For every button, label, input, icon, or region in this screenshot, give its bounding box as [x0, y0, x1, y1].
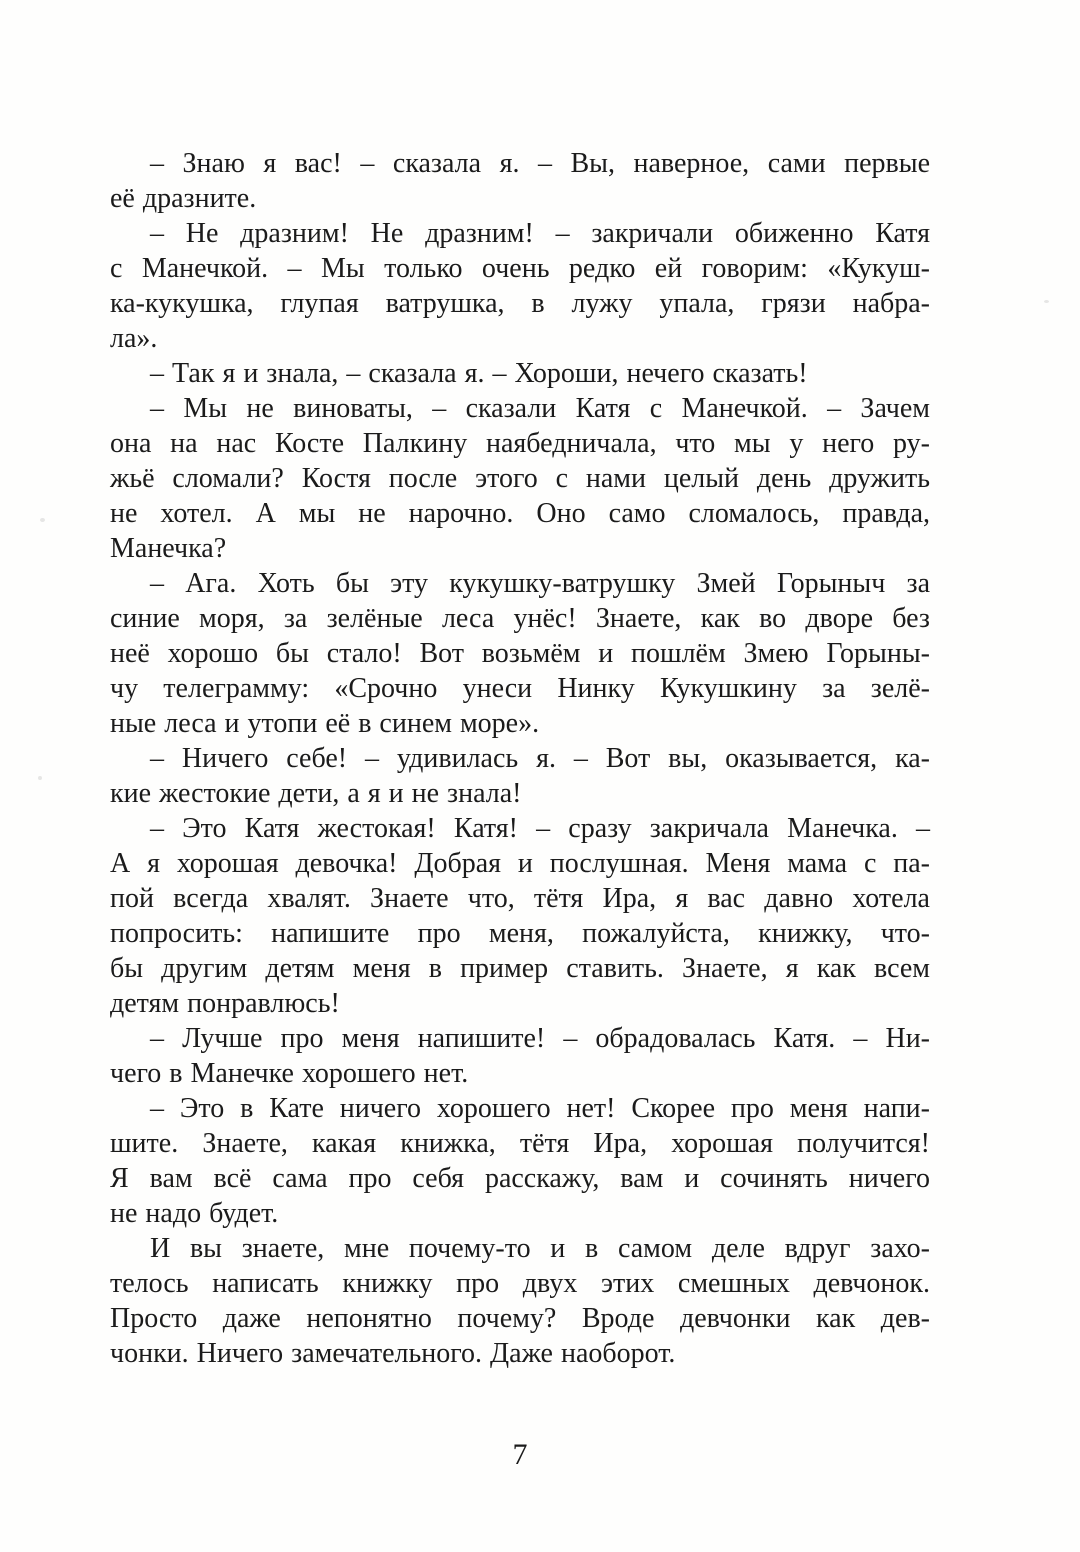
text-line: не надо будет. [110, 1198, 279, 1229]
text-line: кие жестокие дети, а я и не знала! [110, 778, 522, 809]
paragraph [110, 1021, 930, 1091]
text-line: пой всегда хвалят. Знаете что, тётя Ира, я вас давно хотела [110, 883, 930, 914]
text-line: – Ага. Хоть бы эту кукушку-ватрушку Змей Горыныч за [150, 568, 930, 599]
text-line: Манечка? [110, 533, 227, 564]
text-line: – Ничего себе! – удивилась я. – Вот вы, оказывается, ка- [150, 743, 930, 774]
text-line: чего в Манечке хорошего нет. [110, 1058, 469, 1089]
scan-artifact [1044, 300, 1049, 303]
text-line: А я хорошая девочка! Добрая и послушная. Меня мама с па- [110, 848, 930, 879]
text-line: – Знаю я вас! – сказала я. – Вы, наверное, сами первые [150, 148, 930, 179]
text-line: не хотел. А мы не нарочно. Оно само сломалось, правда, [110, 498, 930, 529]
text-line: Просто даже непонятно почему? Вроде девчонки как дев- [110, 1303, 930, 1334]
text-line: бы другим детям меня в пример ставить. Знаете, я как всем [110, 953, 930, 984]
text-line: И вы знаете, мне почему-то и в самом деле вдруг захо- [150, 1233, 930, 1264]
scan-artifact [38, 776, 42, 780]
text-line: – Не дразним! Не дразним! – закричали обиженно Катя [150, 218, 930, 249]
text-line: телось написать книжку про двух этих смешных девчонок. [110, 1268, 930, 1299]
paragraph [110, 566, 930, 741]
text-line: – Так я и знала, – сказала я. – Хороши, нечего сказать! [150, 358, 808, 389]
paragraph [110, 146, 930, 216]
text-line: – Мы не виноваты, – сказали Катя с Манечкой. – Зачем [150, 393, 930, 424]
text-line: – Лучше про меня напишите! – обрадовалась Катя. – Ни- [150, 1023, 930, 1054]
text-line: ные леса и утопи её в синем море». [110, 708, 540, 739]
paragraph [110, 216, 930, 356]
paragraph [110, 391, 930, 566]
paragraph [110, 1231, 930, 1371]
page-number: 7 [512, 1438, 528, 1471]
text-line: чонки. Ничего замечательного. Даже наоборот. [110, 1338, 676, 1369]
text-line: жьё сломали? Костя после этого с нами целый день дружить [110, 463, 930, 494]
paragraph [110, 741, 930, 811]
text-line: ка-кукушка, глупая ватрушка, в лужу упала, грязи набра- [110, 288, 930, 319]
scan-artifact [40, 518, 45, 522]
text-line: чу телеграмму: «Срочно унеси Нинку Кукушкину за зелё- [110, 673, 930, 704]
text-line: неё хорошо бы стало! Вот возьмём и пошлём Змею Горыны- [110, 638, 930, 669]
text-line: с Манечкой. – Мы только очень редко ей говорим: «Кукуш- [110, 253, 930, 284]
paragraph [110, 356, 930, 391]
text-line: – Это в Кате ничего хорошего нет! Скорее про меня напи- [150, 1093, 930, 1124]
text-line: попросить: напишите про меня, пожалуйста, книжку, что- [110, 918, 930, 949]
text-line: она на нас Косте Палкину наябедничала, что мы у него ру- [110, 428, 930, 459]
text-line: детям понравлюсь! [110, 988, 340, 1019]
text-line: Я вам всё сама про себя расскажу, вам и сочинять ничего [110, 1163, 930, 1194]
text-line: её дразните. [110, 183, 257, 214]
text-line: ла». [110, 323, 158, 354]
paragraph [110, 1091, 930, 1231]
paragraph [110, 811, 930, 1021]
text-line: – Это Катя жестокая! Катя! – сразу закричала Манечка. – [150, 813, 930, 844]
text-line: синие моря, за зелёные леса унёс! Знаете, как во дворе без [110, 603, 930, 634]
page-text [110, 146, 930, 1371]
text-line: шите. Знаете, какая книжка, тётя Ира, хорошая получится! [110, 1128, 930, 1159]
